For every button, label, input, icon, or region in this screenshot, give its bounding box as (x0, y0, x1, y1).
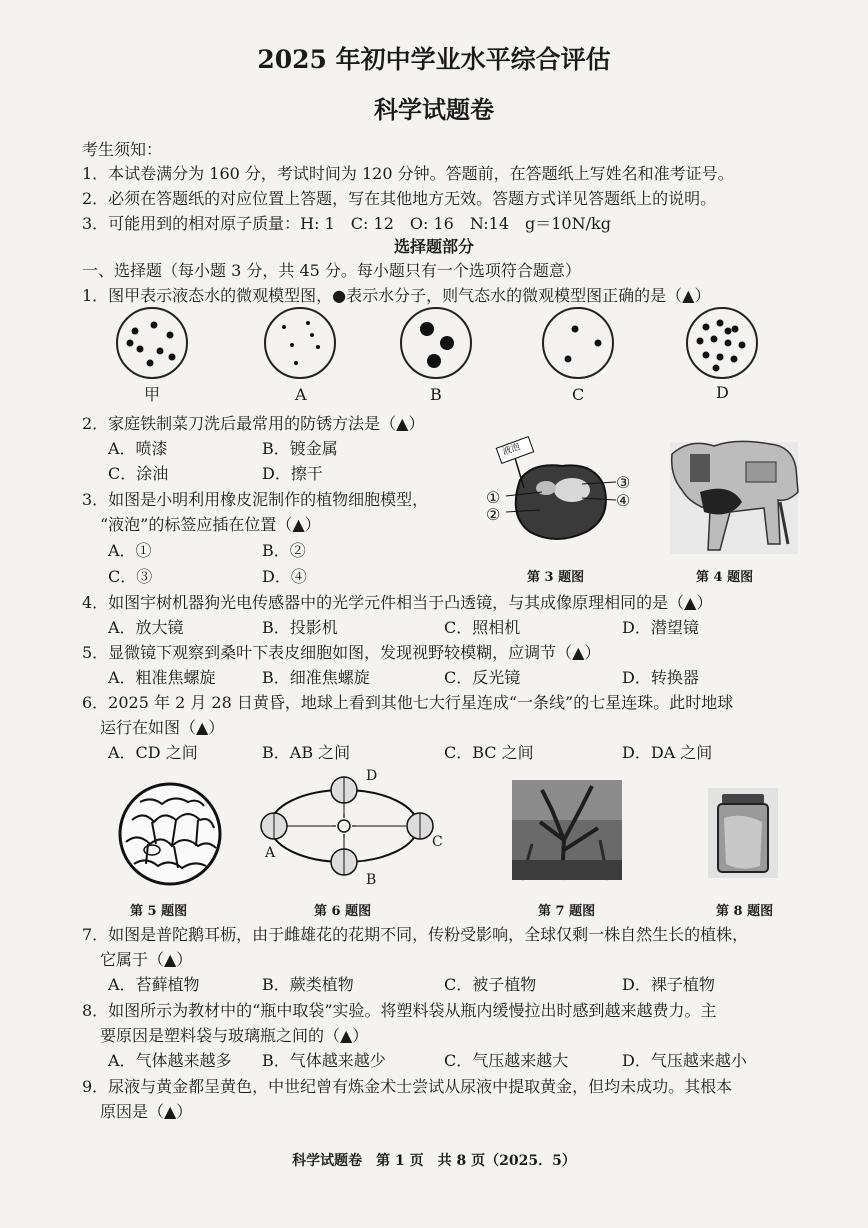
model-jia (117, 308, 187, 378)
exam-subtitle: 科学试题卷 (374, 95, 494, 124)
figure-3-flag-label: 液泡 (501, 442, 522, 458)
q6-stem-line1: 6．2025 年 2 月 28 日黄昏，地球上看到其他七大行星连成“一条线”的七星连珠。此时地球 (82, 693, 734, 712)
q6-stem-line2: 运行在如图（▲） (100, 718, 225, 737)
q7-option-b: B．蕨类植物 (262, 975, 354, 994)
orbit-label-a: A (265, 845, 276, 861)
q4-option-b: B．投影机 (262, 618, 338, 637)
orbit-label-b: B (366, 872, 377, 888)
figure-8-bottle-photo (708, 788, 778, 878)
figure-3-marker-4: ④ (616, 491, 631, 510)
figure-3-caption: 第 3 题图 (527, 570, 585, 585)
q1-label-b: B (430, 385, 442, 404)
section-title: 选择题部分 (393, 237, 474, 256)
q8-stem-line2: 要原因是塑料袋与玻璃瓶之间的（▲） (100, 1026, 369, 1045)
q3-option-b: B．② (262, 541, 306, 560)
q7-option-c: C．被子植物 (444, 975, 537, 994)
q4-option-c: C．照相机 (444, 618, 521, 637)
q4-option-a: A．放大镜 (108, 618, 184, 637)
q3-option-a: A．① (108, 541, 152, 560)
figure-4-caption: 第 4 题图 (696, 570, 754, 585)
notice-item-1: 1．本试卷满分为 160 分，考试时间为 120 分钟。答题前，在答题纸上写姓名和准考证号。 (82, 164, 734, 183)
orbit-label-c: C (432, 834, 443, 850)
q8-stem-line1: 8．如图所示为教材中的“瓶中取袋”实验。将塑料袋从瓶内缓慢拉出时感到越来越费力。主 (82, 1001, 717, 1020)
q1-label-d: D (716, 383, 729, 402)
figure-3-marker-3: ③ (616, 473, 631, 492)
q3-stem-line2: “液泡”的标签应插在位置（▲） (100, 515, 321, 534)
q6-option-c: C．BC 之间 (444, 743, 534, 762)
part1-heading: 一、选择题（每小题 3 分，共 45 分。每小题只有一个选项符合题意） (82, 261, 581, 280)
q4-stem: 4．如图宇树机器狗光电传感器中的光学元件相当于凸透镜，与其成像原理相同的是（▲） (82, 593, 713, 612)
q8-option-d: D．气压越来越小 (622, 1051, 747, 1070)
q2-option-c: C．涂油 (108, 464, 169, 483)
q3-stem-line1: 3．如图是小明利用橡皮泥制作的植物细胞模型， (82, 490, 429, 509)
figure-7-caption: 第 7 题图 (538, 904, 596, 919)
model-c (543, 308, 613, 378)
q5-option-b: B．细准焦螺旋 (262, 668, 370, 687)
exam-title: 2025 年初中学业水平综合评估 (257, 45, 611, 74)
q5-option-d: D．转换器 (622, 668, 699, 687)
q2-option-b: B．镀金属 (262, 439, 338, 458)
q8-option-c: C．气压越来越大 (444, 1051, 569, 1070)
q6-option-b: B．AB 之间 (262, 743, 351, 762)
q7-stem-line1: 7．如图是普陀鹅耳枥，由于雌雄花的花期不同，传粉受影响，全球仅剩一株自然生长的植株， (82, 925, 749, 944)
q9-stem-line2: 原因是（▲） (100, 1102, 193, 1121)
q5-option-c: C．反光镜 (444, 668, 521, 687)
q4-option-d: D．潜望镜 (622, 618, 699, 637)
notice-item-2: 2．必须在答题纸的对应位置上答题，写在其他地方无效。答题方式详见答题纸上的说明。 (82, 189, 717, 208)
q3-option-c: C．③ (108, 567, 153, 586)
model-a (265, 308, 335, 378)
q1-label-c: C (572, 385, 585, 404)
figure-6-earth-orbit (256, 770, 456, 890)
page-footer: 科学试题卷 第 1 页 共 8 页（2025．5） (292, 1153, 576, 1169)
model-d (687, 308, 757, 378)
q5-stem: 5．显微镜下观察到桑叶下表皮细胞如图，发现视野较模糊，应调节（▲） (82, 643, 601, 662)
figure-6-caption: 第 6 题图 (314, 904, 372, 919)
figure-3-marker-2: ② (486, 505, 501, 524)
q2-stem: 2．家庭铁制菜刀洗后最常用的防锈方法是（▲） (82, 414, 425, 433)
q1-stem: 1．图甲表示液态水的微观模型图，●表示水分子，则气态水的微观模型图正确的是（▲） (82, 286, 711, 305)
q8-option-b: B．气体越来越少 (262, 1051, 386, 1070)
figure-8-caption: 第 8 题图 (716, 904, 774, 919)
notice-item-3: 3．可能用到的相对原子质量：H: 1 C: 12 O: 16 N:14 g＝10N/kg (82, 214, 611, 233)
figure-3-marker-1: ① (486, 488, 501, 507)
q1-label-a: A (295, 385, 307, 404)
q5-option-a: A．粗准焦螺旋 (108, 668, 216, 687)
q6-option-a: A．CD 之间 (108, 743, 198, 762)
q7-stem-line2: 它属于（▲） (100, 950, 193, 969)
q2-option-a: A．喷漆 (108, 439, 168, 458)
orbit-label-d: D (366, 768, 378, 784)
notice-heading: 考生须知： (82, 140, 163, 159)
q7-option-d: D．裸子植物 (622, 975, 715, 994)
figure-4-robot-dog (660, 432, 810, 562)
figure-7-tree-photo (512, 780, 622, 880)
q8-option-a: A．气体越来越多 (108, 1051, 232, 1070)
q3-option-d: D．④ (262, 567, 307, 586)
q6-option-d: D．DA 之间 (622, 743, 713, 762)
q1-figures (0, 305, 868, 395)
q2-option-d: D．擦干 (262, 464, 323, 483)
q9-stem-line1: 9．尿液与黄金都呈黄色，中世纪曾有炼金术士尝试从尿液中提取黄金，但均未成功。其根本 (82, 1077, 733, 1096)
figure-5-leaf-cells (118, 780, 228, 890)
model-b (401, 308, 471, 378)
q7-option-a: A．苔藓植物 (108, 975, 200, 994)
q1-label-jia: 甲 (144, 385, 161, 404)
figure-5-caption: 第 5 题图 (130, 904, 188, 919)
